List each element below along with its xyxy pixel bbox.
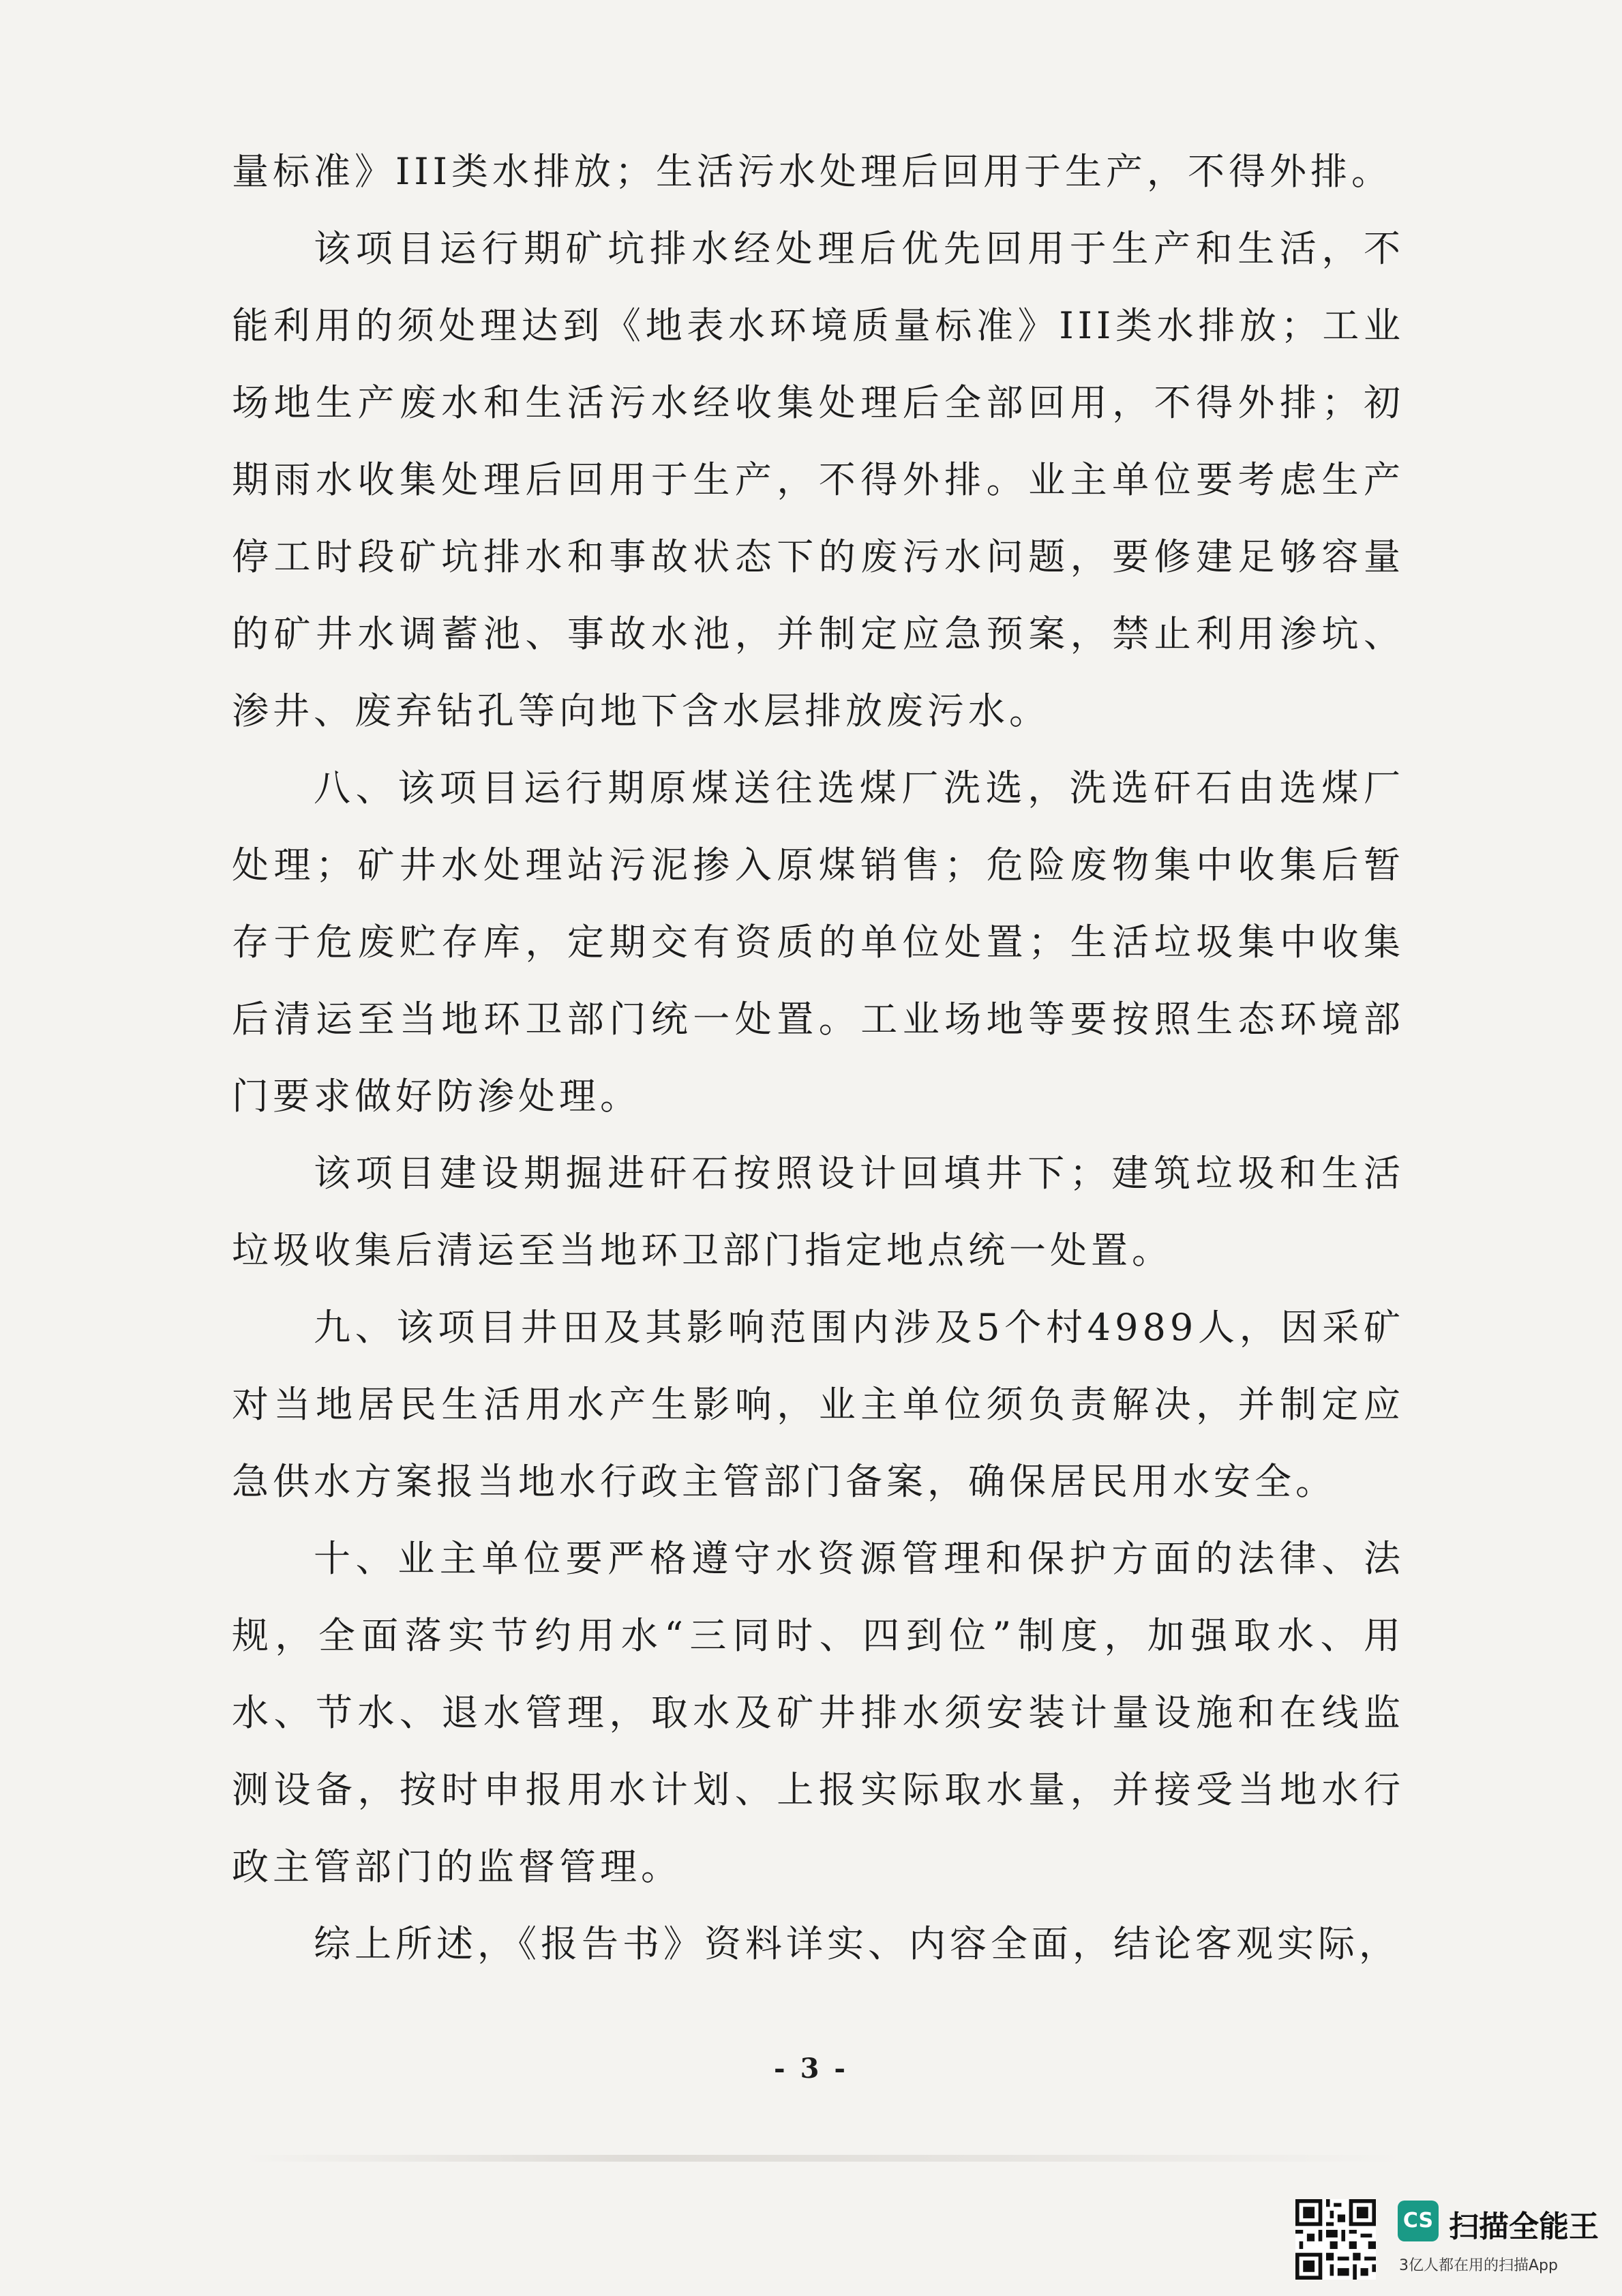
paragraph: 八、该项目运行期原煤送往选煤厂洗选，洗选矸石由选煤厂处理；矿井水处理站污泥掺入原煤销售；危险废物集中收集后暂存于危废贮存库，定期交有资质的单位处置；生活垃圾集中收集后清运至当地环卫部门统一处置。工业场地等要按照生态环境部门要求做好防渗处理。 [232,766,1405,1118]
page-number: - 3 - [774,2053,848,2085]
scanner-app-tagline: 3亿人都在用的扫描App [1399,2257,1558,2274]
paragraph: 量标准》III类水排放；生活污水处理后回用于生产，不得外排。 [232,150,1392,193]
paragraph: 综上所述，《报告书》资料详实、内容全面，结论客观实际， [314,1922,1400,1965]
qr-code-icon [1295,2199,1376,2280]
paragraph: 该项目建设期掘进矸石按照设计回填井下；建筑垃圾和生活垃圾收集后清运至当地环卫部门指定地点统一处置。 [232,1152,1405,1272]
paragraph: 九、该项目井田及其影响范围内涉及5个村4989人，因采矿对当地居民生活用水产生影响，业主单位须负责解决，并制定应急供水方案报当地水行政主管部门备案，确保居民用水安全。 [232,1306,1405,1503]
scanner-app-name: 扫描全能王 [1449,2209,1599,2244]
paragraph: 该项目运行期矿坑排水经处理后优先回用于生产和生活，不能利用的须处理达到《地表水环境质量标准》III类水排放；工业场地生产废水和生活污水经收集处理后全部回用，不得外排；初期雨水收集处理后回用于生产，不得外排。业主单位要考虑生产停工时段矿坑排水和事故状态下的废污水问题，要修建足够容量的矿井水调蓄池、事故水池，并制定应急预案，禁止利用渗坑、渗井、废弃钻孔等向地下含水层排放废污水。 [232,227,1405,732]
scan-smudge [245,2155,1405,2162]
document-body [232,133,1405,1982]
scanner-watermark [1295,2199,1599,2281]
camscanner-logo-icon: CS [1398,2201,1439,2241]
paragraph: 十、业主单位要严格遵守水资源管理和保护方面的法律、法规，全面落实节约用水“三同时、四到位”制度，加强取水、用水、节水、退水管理，取水及矿井排水须安装计量设施和在线监测设备，按时申报用水计划、上报实际取水量，并接受当地水行政主管部门的监督管理。 [232,1537,1405,1888]
